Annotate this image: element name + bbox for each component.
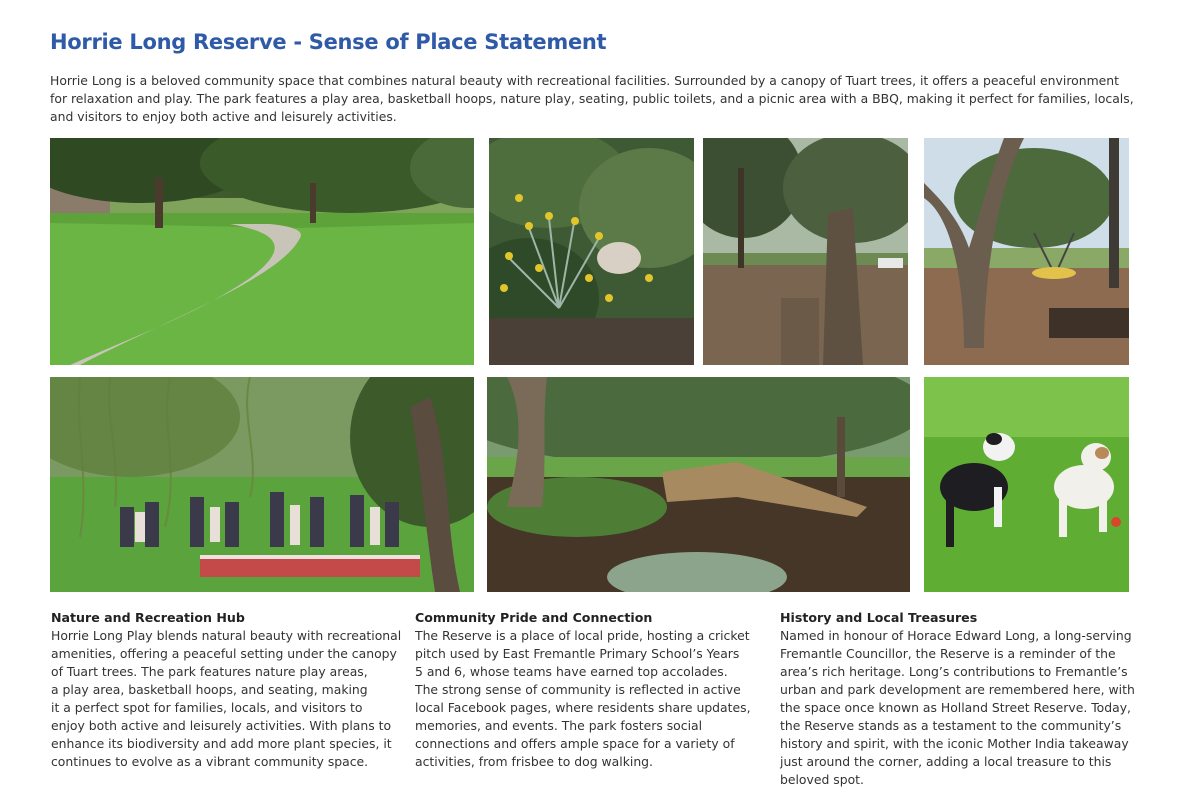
column-body: Horrie Long Play blends natural beauty with recreational amenities, offering a peaceful setting under the canopy of Tuart trees. The park features nature play areas, a play area, basketball hoops, and seating, making it a perfect spot for families, locals, and visitors to enjoy both active and leisurely activities. With plans to enhance its biodiversity and add more plant species, it continues to evolve as a vibrant community space. bbox=[51, 628, 402, 769]
column-heading: Nature and Recreation Hub bbox=[51, 610, 245, 625]
yellow-flowers-photo bbox=[489, 138, 694, 365]
community-picnic-photo bbox=[50, 377, 474, 592]
column-heading: History and Local Treasures bbox=[780, 610, 978, 625]
column-community-pride bbox=[415, 609, 770, 771]
playground-swing-photo bbox=[924, 138, 1129, 365]
fallen-log-garden-photo bbox=[487, 377, 910, 592]
column-body: Named in honour of Horace Edward Long, a long-serving Fremantle Councillor, the Reserve is a reminder of the area’s rich heritage. Long’s contributions to Fremantle’s urban and park development are remembered here, with the space once known as Holland Street Reserve. Today, the Reserve stands as a testament to the community’s history and spirit, with the iconic Mother India takeaway just around the corner, adding a local treasure to this beloved spot. bbox=[780, 628, 1135, 787]
tree-stump-sculpture-photo bbox=[703, 138, 908, 365]
column-heading: Community Pride and Connection bbox=[415, 610, 653, 625]
page-title: Horrie Long Reserve - Sense of Place Statement bbox=[50, 30, 607, 54]
dogs-playing-photo bbox=[924, 377, 1129, 592]
park-path-photo bbox=[50, 138, 474, 365]
column-nature-recreation bbox=[51, 609, 406, 771]
intro-paragraph: Horrie Long is a beloved community space that combines natural beauty with recreational facilities. Surrounded by a canopy of Tuart trees, it offers a peaceful environment for relaxation and play. The park features a play area, basketball hoops, nature play, seating, public toilets, and a picnic area with a BBQ, making it perfect for families, locals, and visitors to enjoy both active and leisurely activities. bbox=[50, 73, 1134, 124]
column-body: The Reserve is a place of local pride, hosting a cricket pitch used by East Fremantle Primary School’s Years 5 and 6, whose teams have earned top accolades. The strong sense of community is reflected in active local Facebook pages, where residents share updates, memories, and events. The park fosters social connections and offers ample space for a variety of activities, from frisbee to dog walking. bbox=[415, 628, 751, 769]
column-history-treasures bbox=[780, 609, 1160, 789]
